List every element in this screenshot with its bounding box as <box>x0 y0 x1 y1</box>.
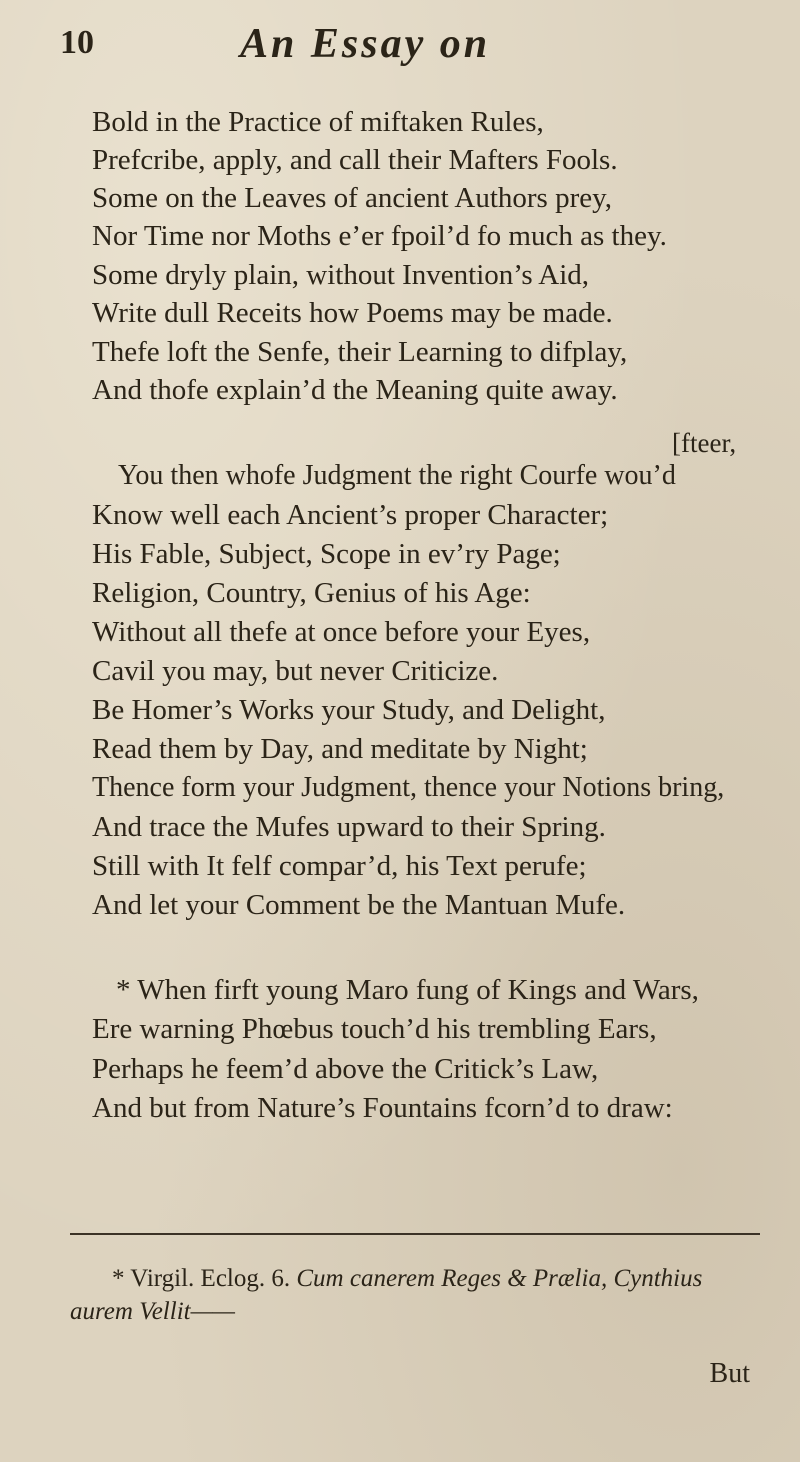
footnote-line <box>112 1264 702 1294</box>
running-title: An Essay on <box>240 21 491 67</box>
verse-line: And but from Nature’s Fountains fcorn’d to draw: <box>92 1092 673 1124</box>
footnote-reference: * Virgil. Eclog. 6. <box>112 1265 291 1292</box>
verse-line: Bold in the Practice of miftaken Rules, <box>92 106 544 138</box>
verse-line: Without all thefe at once before your Eyes, <box>92 616 591 648</box>
verse-line: Nor Time nor Moths e’er fpoil’d fo much as they. <box>92 220 667 252</box>
verse-line: Write dull Receits how Poems may be made. <box>92 297 613 329</box>
verse-line: And let your Comment be the Mantuan Mufe. <box>92 889 626 921</box>
page-header <box>60 18 760 78</box>
verse-line: Thence form your Judgment, thence your Notions bring, <box>92 772 725 803</box>
footnote-quote-cont: aurem Vellit—— <box>70 1298 236 1325</box>
verse-line: You then whofe Judgment the right Courfe wou’d <box>118 460 676 491</box>
verse-line: Read them by Day, and meditate by Night; <box>92 733 588 765</box>
verse-line: Religion, Country, Genius of his Age: <box>92 577 531 609</box>
verse-line: Perhaps he feem’d above the Critick’s Law, <box>92 1053 599 1085</box>
verse-line: Thefe loft the Senfe, their Learning to difplay, <box>92 336 628 368</box>
verse-line: Prefcribe, apply, and call their Mafters Fools. <box>92 144 618 176</box>
verse-line: And trace the Mufes upward to their Spring. <box>92 811 606 843</box>
turnover-word: [fteer, <box>672 428 737 458</box>
verse-line: His Fable, Subject, Scope in ev’ry Page; <box>92 538 561 570</box>
verse-line: Cavil you may, but never Criticize. <box>92 655 499 687</box>
verse-line: Be Homer’s Works your Study, and Delight, <box>92 694 606 726</box>
verse-line: And thofe explain’d the Meaning quite away. <box>92 374 618 406</box>
verse-line: Ere warning Phœbus touch’d his trembling Ears, <box>92 1013 657 1045</box>
footnote-rule <box>70 1233 760 1235</box>
verse-line: Know well each Ancient’s proper Character; <box>92 499 609 531</box>
verse-line: Still with It felf compar’d, his Text perufe; <box>92 850 587 882</box>
verse-line: Some dryly plain, without Invention’s Aid, <box>92 259 590 291</box>
verse-line: * When firft young Maro fung of Kings and Wars, <box>116 974 699 1006</box>
page-number: 10 <box>60 24 94 61</box>
footnote-quote: Cum canerem Reges & Prælia, Cynthius <box>296 1265 703 1292</box>
verse-line: Some on the Leaves of ancient Authors prey, <box>92 182 612 214</box>
catchword: But <box>709 1358 750 1389</box>
